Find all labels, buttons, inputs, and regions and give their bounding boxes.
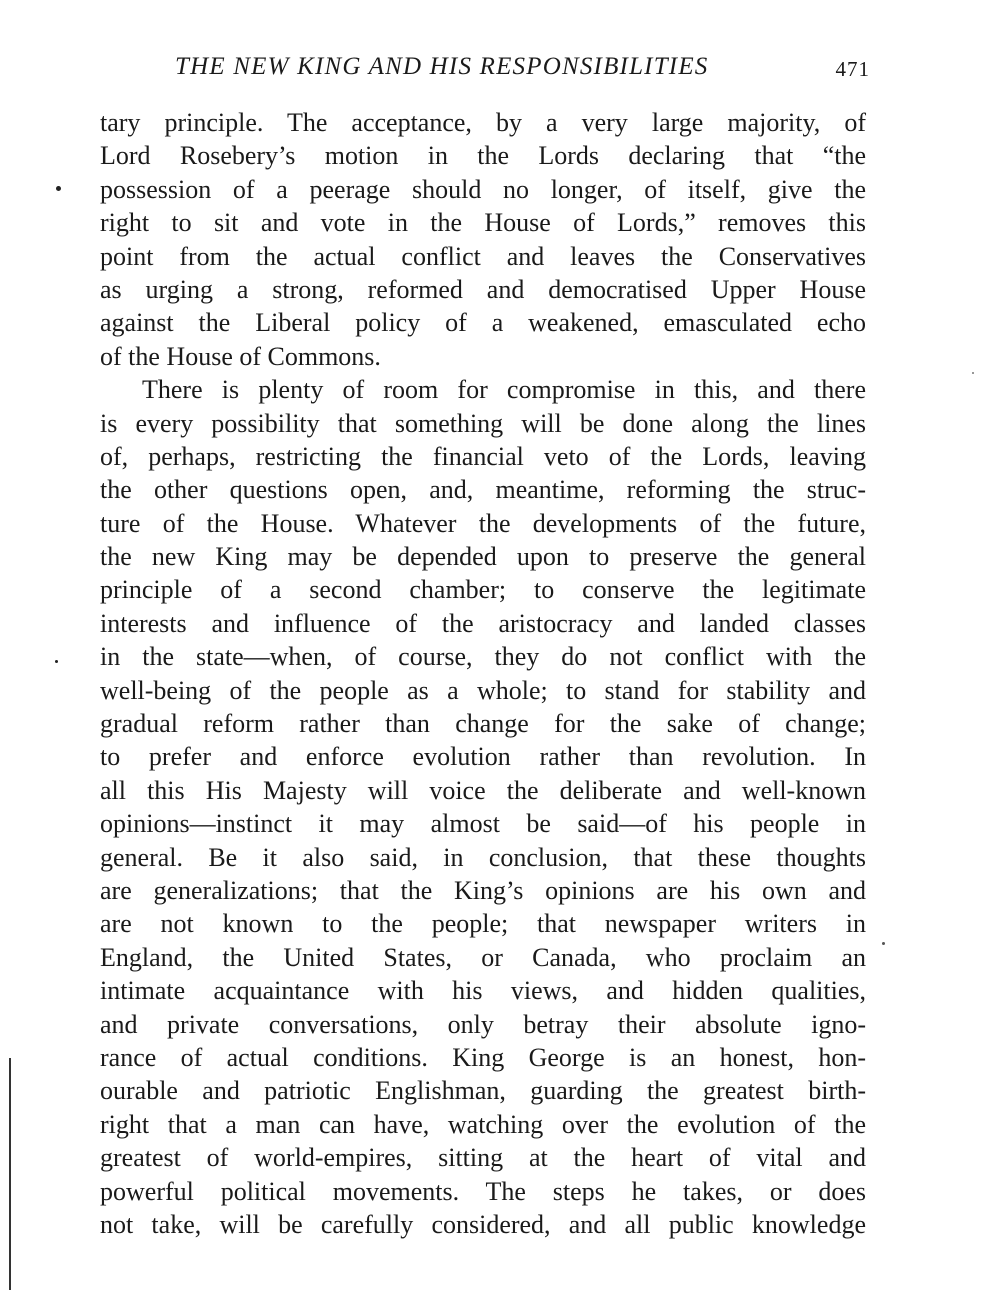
text-line: point from the actual conflict and leaves the Conservatives: [100, 241, 866, 271]
text-line: principle of a second chamber; to conserve the legitimate: [100, 575, 866, 605]
text-line: interests and influence of the aristocracy and landed classes: [100, 608, 866, 638]
text-line: the other questions open, and, meantime, reforming the struc-: [100, 475, 866, 505]
scan-speck: [972, 372, 974, 374]
text-line: gradual reform rather than change for the sake of change;: [100, 709, 866, 739]
text-line: tary principle. The acceptance, by a very large majority, of: [100, 108, 866, 137]
text-line: right to sit and vote in the House of Lords,” removes this: [100, 208, 866, 238]
text-line: are not known to the people; that newspaper writers in: [100, 909, 866, 939]
text-line: ourable and patriotic Englishman, guarding the greatest birth-: [100, 1076, 866, 1106]
text-line: is every possibility that something will be done along the lines: [100, 408, 866, 438]
text-line: greatest of world-empires, sitting at the heart of vital and: [100, 1143, 866, 1173]
paragraph-start-line: There is plenty of room for compromise in this, and there: [142, 375, 866, 405]
scan-speck: [882, 942, 885, 945]
scan-speck: [55, 660, 58, 663]
text-line: against the Liberal policy of a weakened, emasculated echo: [100, 308, 866, 338]
text-line: intimate acquaintance with his views, and hidden qualities,: [100, 976, 866, 1006]
text-line: as urging a strong, reformed and democratised Upper House: [100, 274, 866, 304]
text-line: possession of a peerage should no longer, of itself, give the: [100, 174, 866, 204]
text-line: not take, will be carefully considered, and all public knowledge: [100, 1209, 866, 1239]
paragraph-end-line: of the House of Commons.: [100, 341, 381, 371]
text-line: to prefer and enforce evolution rather than revolution. In: [100, 742, 866, 772]
page-number: 471: [835, 57, 870, 81]
text-line: well-being of the people as a whole; to stand for stability and: [100, 675, 866, 705]
text-line: rance of actual conditions. King George is an honest, hon-: [100, 1042, 866, 1072]
text-line: general. Be it also said, in conclusion, that these thoughts: [100, 842, 866, 872]
running-head: [100, 50, 870, 84]
binding-edge-line: [9, 1058, 11, 1290]
text-line: and private conversations, only betray their absolute igno-: [100, 1009, 866, 1039]
text-line: ture of the House. Whatever the developments of the future,: [100, 508, 866, 538]
text-line: of, perhaps, restricting the financial veto of the Lords, leaving: [100, 441, 866, 471]
text-line: England, the United States, or Canada, who proclaim an: [100, 942, 866, 972]
text-line: the new King may be depended upon to preserve the general: [100, 542, 866, 572]
running-title: THE NEW KING AND HIS RESPONSIBILITIES: [175, 53, 709, 80]
text-line: right that a man can have, watching over the evolution of the: [100, 1109, 866, 1139]
text-line: all this His Majesty will voice the deliberate and well-known: [100, 775, 866, 805]
scan-speck: [56, 186, 61, 191]
text-line: in the state—when, of course, they do not conflict with the: [100, 642, 866, 672]
text-line: Lord Rosebery’s motion in the Lords declaring that “the: [100, 141, 866, 171]
text-line: are generalizations; that the King’s opinions are his own and: [100, 875, 866, 905]
text-line: opinions—instinct it may almost be said—of his people in: [100, 809, 866, 839]
text-line: powerful political movements. The steps he takes, or does: [100, 1176, 866, 1206]
body-text: [100, 106, 866, 1241]
